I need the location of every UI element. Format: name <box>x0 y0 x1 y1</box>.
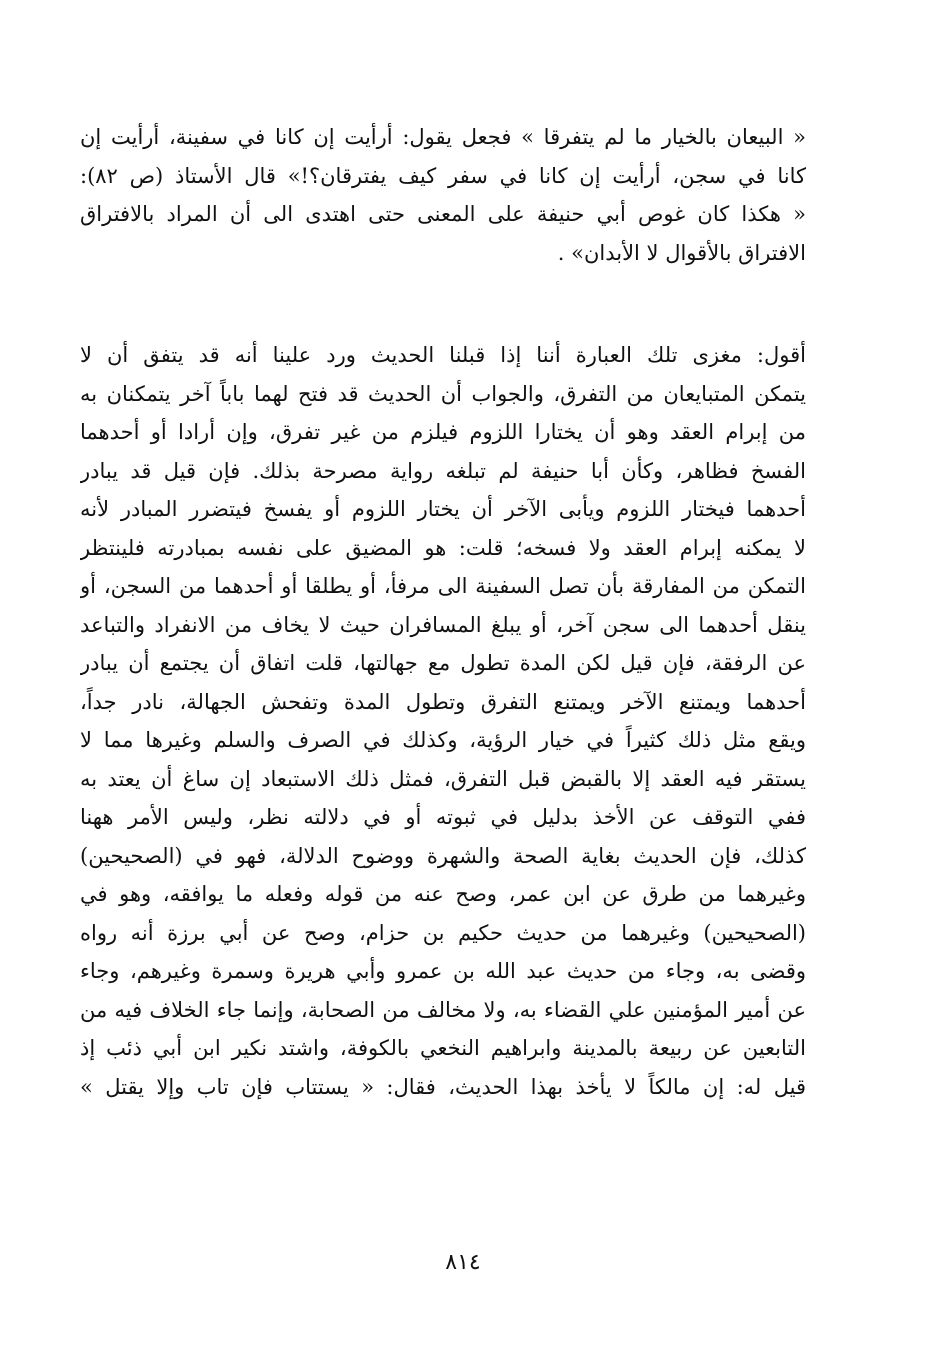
body-line: وقضى به، وجاء من حديث عبد الله بن عمرو وأبي هريرة وسمرة وغيرهم، وجاء <box>80 959 806 983</box>
body-line: كذلك، فإن الحديث بغاية الصحة والشهرة ووضوح الدلالة، فهو في (الصحيحين) <box>80 843 806 868</box>
body-paragraph <box>80 336 806 1106</box>
body-line: قيل له: إن مالكاً لا يأخذ بهذا الحديث، فقال: « يستتاب فإن تاب وإلا يقتل » <box>80 1074 806 1099</box>
body-line: وغيرهما من طرق عن ابن عمر، وصح عنه من قوله وفعله ما يوافقه، وهو في <box>80 882 806 906</box>
quote-line: « هكذا كان غوص أبي حنيفة على المعنى حتى اهتدى الى أن المراد بالافتراق <box>80 202 806 226</box>
body-line: التابعين عن ربيعة بالمدينة وابراهيم النخعي بالكوفة، واشتد نكير ابن أبي ذئب إذ <box>80 1036 806 1060</box>
body-line: أحدهما ويمتنع الآخر ويمتنع التفرق وتطول المدة وتفحش الجهالة، نادر جداً، <box>80 689 806 714</box>
quote-line: الافتراق بالأقوال لا الأبدان» . <box>557 240 806 265</box>
body-line: ففي التوقف عن الأخذ بدليل في ثبوته أو في دلالته نظر، وليس الأمر ههنا <box>80 805 806 829</box>
body-line: (الصحيحين) وغيرهما من حديث حكيم بن حزام، وصح عن أبي برزة أنه رواه <box>80 920 806 945</box>
body-line: لا يمكنه إبرام العقد ولا فسخه؛ قلت: هو المضيق على نفسه بمبادرته فلينتظر <box>80 535 806 560</box>
quote-line: « البيعان بالخيار ما لم يتفرقا » فجعل يقول: أرأيت إن كانا في سفينة، أرأيت إن <box>80 125 806 149</box>
body-line: التمكن من المفارقة بأن تصل السفينة الى مرفأ، أو يطلقا أو أحدهما من السجن، أو <box>80 574 806 598</box>
body-line: أقول: مغزى تلك العبارة أننا إذا قبلنا الحديث ورد علينا أنه قد يتفق أن لا <box>80 343 806 367</box>
body-line: عن الرفقة، فإن قيل لكن المدة تطول مع جهالتها، قلت اتفاق أن يجتمع أن يبادر <box>80 651 806 675</box>
body-line: يتمكن المتبايعان من التفرق، والجواب أن الحديث قد فتح لهما باباً آخر يتمكنان به <box>80 381 806 406</box>
body-line: ينقل أحدهما الى سجن آخر، أو يبلغ المسافران حيث لا يخاف من الانفراد والتباعد <box>80 612 806 637</box>
page-number: ٨١٤ <box>445 1250 481 1275</box>
body-line: عن أمير المؤمنين علي القضاء به، ولا مخالف من الصحابة، وإنما جاء الخلاف فيه من <box>80 997 806 1022</box>
quote-paragraph <box>80 118 806 272</box>
body-line: الفسخ فظاهر، وكأن أبا حنيفة لم تبلغه رواية مصرحة بذلك. فإن قيل قد يبادر <box>80 458 806 483</box>
body-line: من إبرام العقد وهو أن يختارا اللزوم فيلزم من غير تفرق، وإن أرادا أو أحدهما <box>80 420 806 444</box>
body-line: يستقر فيه العقد إلا بالقبض قبل التفرق، فمثل ذلك الاستبعاد إن ساغ أن يعتد به <box>80 766 806 791</box>
body-line: أحدهما فيختار اللزوم ويأبى الآخر أن يختار اللزوم أو يفسخ فيتضرر المبادر لأنه <box>80 497 806 521</box>
body-line: ويقع مثل ذلك كثيراً في خيار الرؤية، وكذلك في الصرف والسلم وغيرها مما لا <box>80 728 806 752</box>
quote-line: كانا في سجن، أرأيت إن كانا في سفر كيف يفترقان؟!» قال الأستاذ (ص ٨٢): <box>80 163 806 188</box>
